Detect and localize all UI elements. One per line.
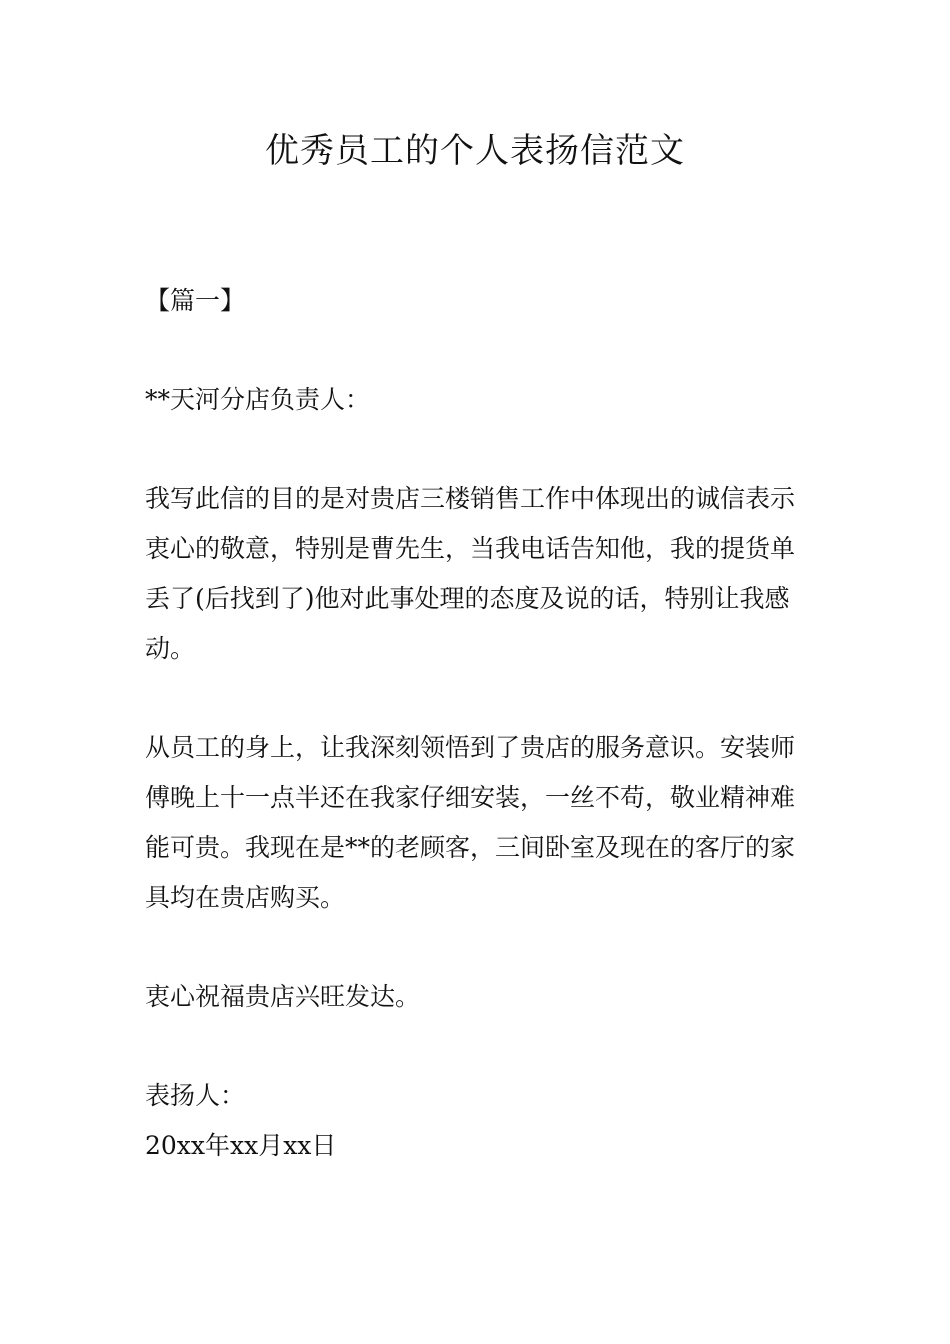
- closing-line: 衷心祝福贵店兴旺发达。: [145, 982, 421, 1011]
- body-paragraph-1: 我写此信的目的是对贵店三楼销售工作中体现出的诚信表示衷心的敬意，特别是曹先生，当我电话告知他，我的提货单丢了(后找到了)他对此事处理的态度及说的话，特别让我感动。: [145, 484, 796, 663]
- section-label: 【篇一】: [145, 286, 246, 315]
- salutation: **天河分店负责人：: [145, 385, 371, 414]
- date-line: 20xx年xx月xx日: [145, 1131, 337, 1160]
- body-paragraph-2: 从员工的身上，让我深刻领悟到了贵店的服务意识。安装师傅晚上十一点半还在我家仔细安装，一丝不苟，敬业精神难能可贵。我现在是**的老顾客，三间卧室及现在的客厅的家具均在贵店购买。: [145, 733, 796, 912]
- document-title: 优秀员工的个人表扬信范文: [265, 131, 685, 171]
- signer-label: 表扬人：: [145, 1081, 246, 1110]
